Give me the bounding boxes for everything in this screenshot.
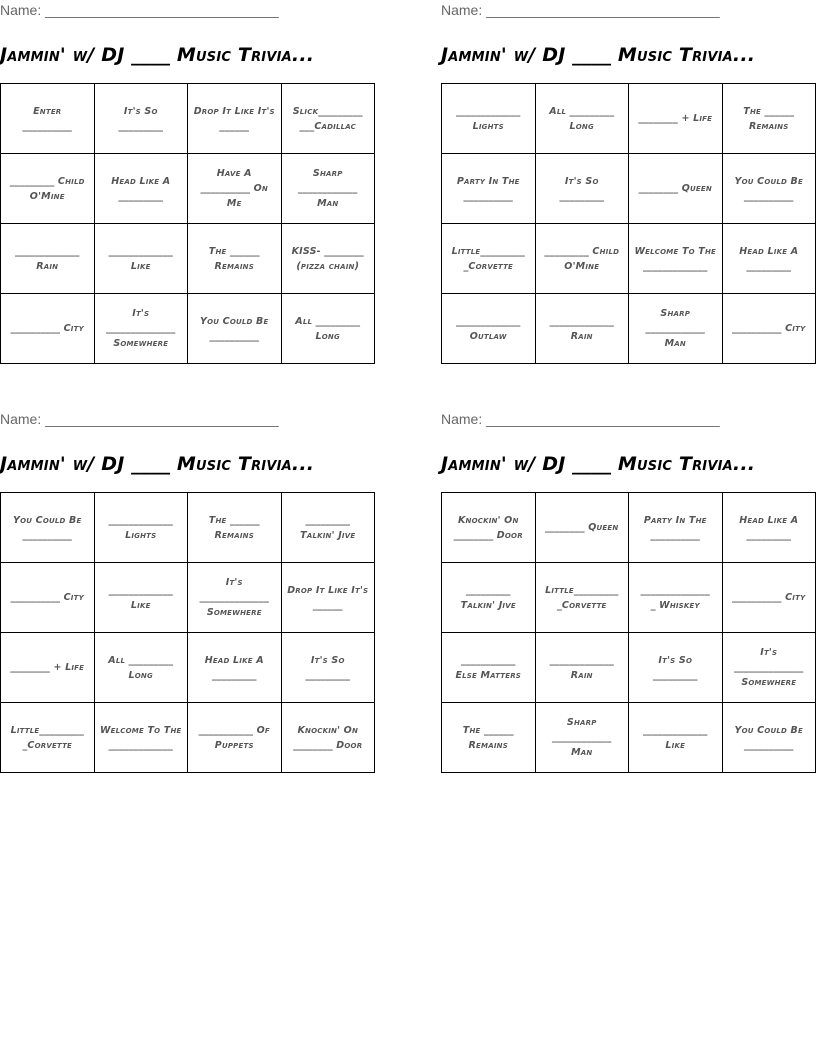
- bingo-cell: Party In The __________: [442, 154, 536, 224]
- bingo-cell: Enter __________: [1, 84, 95, 154]
- grid-row: [1, 84, 375, 154]
- bingo-cell: ______________ _ Whiskey: [629, 563, 723, 633]
- bingo-cell: __________ City: [722, 563, 816, 633]
- bingo-cell: _____________ Outlaw: [442, 294, 536, 364]
- bingo-cell: ___________ Else Matters: [442, 633, 536, 703]
- bingo-cell: __________ City: [722, 294, 816, 364]
- grid-row: [442, 224, 816, 294]
- grid-row: [1, 294, 375, 364]
- bingo-cell: It's ______________ Somewhere: [188, 563, 282, 633]
- bingo-grid: [441, 492, 816, 773]
- bingo-cell: Party In The __________: [629, 493, 723, 563]
- bingo-cell: ________ Queen: [629, 154, 723, 224]
- bingo-cell: ________ + Life: [1, 633, 95, 703]
- bingo-cell: Knockin' On ________ Door: [442, 493, 536, 563]
- bingo-cell: It's ______________ Somewhere: [94, 294, 188, 364]
- bingo-cell: The ______ Remains: [722, 84, 816, 154]
- grid-row: [442, 563, 816, 633]
- bingo-cell: ________ Queen: [535, 493, 629, 563]
- grid-row: [1, 154, 375, 224]
- card-title: Jammin' w/ DJ ____ Music Trivia...: [441, 453, 756, 475]
- card-title: Jammin' w/ DJ ____ Music Trivia...: [0, 44, 315, 66]
- bingo-cell: __________ City: [1, 294, 95, 364]
- bingo-cell: Slick_________ ___Cadillac: [281, 84, 375, 154]
- bingo-cell: _____________ Like: [94, 563, 188, 633]
- bingo-grid: [0, 83, 375, 364]
- grid-row: [1, 633, 375, 703]
- bingo-cell: Sharp ____________ Man: [535, 703, 629, 773]
- bingo-cell: The ______ Remains: [188, 224, 282, 294]
- bingo-cell: Head Like A _________: [94, 154, 188, 224]
- bingo-cell: Sharp ____________ Man: [629, 294, 723, 364]
- grid-row: [1, 493, 375, 563]
- bingo-cell: _____________ Rain: [535, 633, 629, 703]
- bingo-cell: Head Like A _________: [188, 633, 282, 703]
- bingo-cell: _____________ Like: [94, 224, 188, 294]
- bingo-cell: The ______ Remains: [442, 703, 536, 773]
- bingo-cell: Welcome To The _____________: [629, 224, 723, 294]
- bingo-cell: All _________ Long: [535, 84, 629, 154]
- bingo-cell: It's So _________: [281, 633, 375, 703]
- bingo-grid: [441, 83, 816, 364]
- bingo-cell: ___________ Of Puppets: [188, 703, 282, 773]
- bingo-cell: You Could Be __________: [1, 493, 95, 563]
- bingo-cell: _____________ Lights: [94, 493, 188, 563]
- grid-row: [442, 703, 816, 773]
- bingo-cell: It's So _________: [535, 154, 629, 224]
- grid-row: [442, 154, 816, 224]
- bingo-cell: It's So _________: [629, 633, 723, 703]
- grid-row: [442, 493, 816, 563]
- name-field-label: Name: ______________________________: [0, 2, 279, 18]
- bingo-grid: [0, 492, 375, 773]
- bingo-cell: Sharp ____________ Man: [281, 154, 375, 224]
- bingo-cell: The ______ Remains: [188, 493, 282, 563]
- bingo-cell: You Could Be __________: [188, 294, 282, 364]
- bingo-cell: Head Like A _________: [722, 493, 816, 563]
- card-title: Jammin' w/ DJ ____ Music Trivia...: [441, 44, 756, 66]
- name-field-label: Name: ______________________________: [441, 2, 720, 18]
- bingo-cell: ________ + Life: [629, 84, 723, 154]
- grid-row: [442, 294, 816, 364]
- bingo-cell: You Could Be __________: [722, 154, 816, 224]
- bingo-cell: __________ City: [1, 563, 95, 633]
- bingo-cell: You Could Be __________: [722, 703, 816, 773]
- name-field-label: Name: ______________________________: [441, 411, 720, 427]
- grid-row: [442, 84, 816, 154]
- card-title: Jammin' w/ DJ ____ Music Trivia...: [0, 453, 315, 475]
- bingo-cell: _________ Child O'Mine: [1, 154, 95, 224]
- bingo-cell: _________ Talkin' Jive: [281, 493, 375, 563]
- grid-row: [1, 563, 375, 633]
- grid-row: [1, 224, 375, 294]
- bingo-cell: _________ Talkin' Jive: [442, 563, 536, 633]
- bingo-cell: Have A __________ On Me: [188, 154, 282, 224]
- bingo-cell: Head Like A _________: [722, 224, 816, 294]
- bingo-cell: Knockin' On ________ Door: [281, 703, 375, 773]
- bingo-cell: All _________ Long: [281, 294, 375, 364]
- bingo-cell: Drop It Like It's ______: [188, 84, 282, 154]
- bingo-cell: All _________ Long: [94, 633, 188, 703]
- bingo-cell: _____________ Lights: [442, 84, 536, 154]
- name-field-label: Name: ______________________________: [0, 411, 279, 427]
- bingo-cell: Little_________ _Corvette: [442, 224, 536, 294]
- bingo-cell: It's So _________: [94, 84, 188, 154]
- bingo-cell: It's ______________ Somewhere: [722, 633, 816, 703]
- bingo-cell: _____________ Rain: [535, 294, 629, 364]
- bingo-cell: Welcome To The _____________: [94, 703, 188, 773]
- bingo-cell: Drop It Like It's ______: [281, 563, 375, 633]
- bingo-cell: Little_________ _Corvette: [535, 563, 629, 633]
- bingo-cell: _____________ Like: [629, 703, 723, 773]
- bingo-cell: Little_________ _Corvette: [1, 703, 95, 773]
- grid-row: [442, 633, 816, 703]
- bingo-cell: KISS- ________ (pizza chain): [281, 224, 375, 294]
- bingo-cell: _____________ Rain: [1, 224, 95, 294]
- grid-row: [1, 703, 375, 773]
- bingo-cell: _________ Child O'Mine: [535, 224, 629, 294]
